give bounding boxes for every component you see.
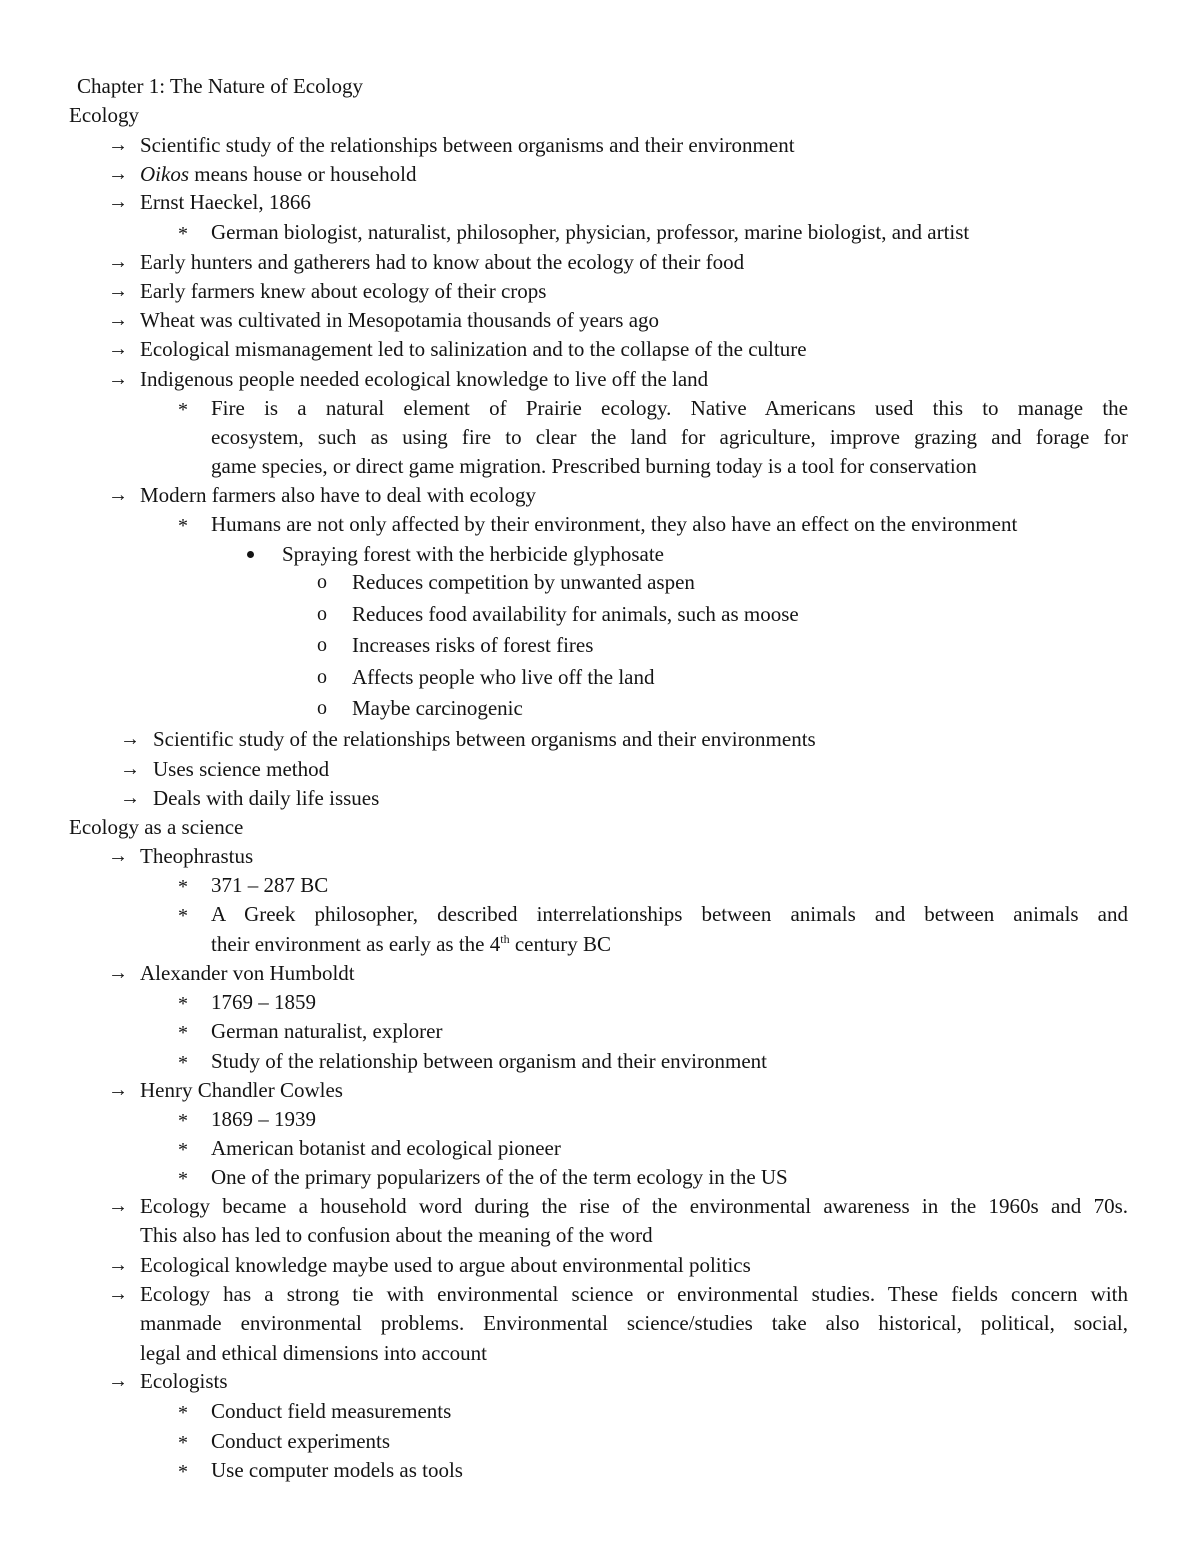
arrow-bullet-icon: →	[108, 338, 128, 360]
list-item-text: Alexander von Humboldt	[140, 961, 355, 985]
asterisk-bullet-icon: *	[178, 1432, 188, 1454]
circle-bullet-icon: o	[317, 571, 327, 593]
arrow-bullet-icon: →	[108, 251, 128, 273]
italic-term: Oikos	[140, 162, 189, 186]
level4-list-item-text: Affects people who live off the land	[352, 665, 655, 689]
sub-list-item-text: American botanist and ecological pioneer	[211, 1136, 561, 1160]
list-item-text: Uses science method	[153, 757, 330, 781]
arrow-bullet-icon: →	[108, 484, 128, 506]
level4-list-item-text: Maybe carcinogenic	[352, 696, 523, 720]
sub-list-item-text: game species, or direct game migration. Prescribed burning today is a tool for conservation	[211, 454, 977, 478]
sub-list-item-text: Conduct experiments	[211, 1429, 391, 1453]
sub-list-item-text: 1869 – 1939	[211, 1107, 316, 1131]
sub-list-item-text: 371 – 287 BC	[211, 873, 329, 897]
section-heading-text: Ecology	[69, 103, 139, 127]
list-item-text: Ecology has a strong tie with environmental science or environmental studies. These fields concern with	[140, 1282, 1128, 1306]
sub-list-item-text: Conduct field measurements	[211, 1399, 452, 1423]
list-item-text: Modern farmers also have to deal with ecology	[140, 483, 536, 507]
list-item-text: Theophrastus	[140, 844, 254, 868]
asterisk-bullet-icon: *	[178, 993, 188, 1015]
arrow-bullet-icon: →	[108, 134, 128, 156]
level4-list-item-text: Reduces food availability for animals, such as moose	[352, 602, 799, 626]
list-item-text: Early hunters and gatherers had to know about the ecology of their food	[140, 250, 745, 274]
arrow-bullet-icon: →	[120, 787, 140, 809]
list-item-text	[140, 162, 416, 186]
list-item-text: Ecological knowledge maybe used to argue about environmental politics	[140, 1253, 751, 1277]
section-heading-text: Ecology as a science	[69, 815, 244, 839]
asterisk-bullet-icon: *	[178, 1022, 188, 1044]
arrow-bullet-icon: →	[108, 368, 128, 390]
sub-list-item-text: Use computer models as tools	[211, 1458, 463, 1482]
list-item-text: Ecology became a household word during the rise of the environmental awareness in the 1960s and 70s.	[140, 1194, 1128, 1218]
text-run: century BC	[509, 932, 612, 956]
asterisk-bullet-icon: *	[178, 1461, 188, 1483]
text-run: their environment as early as the 4	[211, 932, 501, 956]
list-item-text: Ecologists	[140, 1369, 228, 1393]
list-item-text: Early farmers knew about ecology of their crops	[140, 279, 547, 303]
asterisk-bullet-icon: *	[178, 1052, 188, 1074]
arrow-bullet-icon: →	[108, 962, 128, 984]
arrow-bullet-icon: →	[108, 1254, 128, 1276]
dot-bullet-icon	[247, 551, 254, 558]
arrow-bullet-icon: →	[108, 845, 128, 867]
arrow-bullet-icon: →	[108, 280, 128, 302]
sub-sub-list-item-text: Spraying forest with the herbicide glyphosate	[282, 542, 664, 566]
asterisk-bullet-icon: *	[178, 223, 188, 245]
arrow-bullet-icon: →	[108, 1283, 128, 1305]
sub-list-item-text: A Greek philosopher, described interrelationships between animals and between animals and	[211, 902, 1128, 926]
list-item-text: Indigenous people needed ecological knowledge to live off the land	[140, 367, 709, 391]
list-item-text: Ecological mismanagement led to salinization and to the collapse of the culture	[140, 337, 807, 361]
sub-list-item-text: German biologist, naturalist, philosopher, physician, professor, marine biologist, and artist	[211, 220, 970, 244]
list-item-text: This also has led to confusion about the meaning of the word	[140, 1223, 653, 1247]
asterisk-bullet-icon: *	[178, 905, 188, 927]
list-item-text: Scientific study of the relationships between organisms and their environment	[140, 133, 795, 157]
sub-list-item-text	[211, 932, 611, 956]
sub-list-item-text: ecosystem, such as using fire to clear the land for agriculture, improve grazing and forage for	[211, 425, 1128, 449]
arrow-bullet-icon: →	[108, 1195, 128, 1217]
arrow-bullet-icon: →	[108, 1370, 128, 1392]
arrow-bullet-icon: →	[108, 163, 128, 185]
asterisk-bullet-icon: *	[178, 515, 188, 537]
sub-list-item-text: One of the primary popularizers of the of the term ecology in the US	[211, 1165, 788, 1189]
arrow-bullet-icon: →	[120, 758, 140, 780]
list-item-text: Ernst Haeckel, 1866	[140, 190, 311, 214]
arrow-bullet-icon: →	[120, 728, 140, 750]
arrow-bullet-icon: →	[108, 309, 128, 331]
list-item-text: Henry Chandler Cowles	[140, 1078, 343, 1102]
sub-list-item-text: Fire is a natural element of Prairie ecology. Native Americans used this to manage the	[211, 396, 1128, 420]
sub-list-item-text: 1769 – 1859	[211, 990, 316, 1014]
asterisk-bullet-icon: *	[178, 1139, 188, 1161]
list-item-text: Scientific study of the relationships between organisms and their environments	[153, 727, 816, 751]
arrow-bullet-icon: →	[108, 1079, 128, 1101]
circle-bullet-icon: o	[317, 666, 327, 688]
sub-list-item-text: Humans are not only affected by their environment, they also have an effect on the environment	[211, 512, 1018, 536]
circle-bullet-icon: o	[317, 697, 327, 719]
circle-bullet-icon: o	[317, 634, 327, 656]
chapter-title-text: Chapter 1: The Nature of Ecology	[77, 74, 363, 98]
list-item-text: legal and ethical dimensions into account	[140, 1341, 487, 1365]
superscript: th	[500, 932, 510, 946]
sub-list-item-text: German naturalist, explorer	[211, 1019, 443, 1043]
asterisk-bullet-icon: *	[178, 1168, 188, 1190]
asterisk-bullet-icon: *	[178, 399, 188, 421]
list-item-text: Deals with daily life issues	[153, 786, 380, 810]
sub-list-item-text: Study of the relationship between organism and their environment	[211, 1049, 767, 1073]
circle-bullet-icon: o	[317, 603, 327, 625]
level4-list-item-text: Reduces competition by unwanted aspen	[352, 570, 695, 594]
level4-list-item-text: Increases risks of forest fires	[352, 633, 594, 657]
asterisk-bullet-icon: *	[178, 1110, 188, 1132]
arrow-bullet-icon: →	[108, 191, 128, 213]
asterisk-bullet-icon: *	[178, 876, 188, 898]
text-run: means house or household	[189, 162, 417, 186]
list-item-text: manmade environmental problems. Environmental science/studies take also historical, political, social,	[140, 1311, 1128, 1335]
asterisk-bullet-icon: *	[178, 1402, 188, 1424]
list-item-text: Wheat was cultivated in Mesopotamia thousands of years ago	[140, 308, 660, 332]
